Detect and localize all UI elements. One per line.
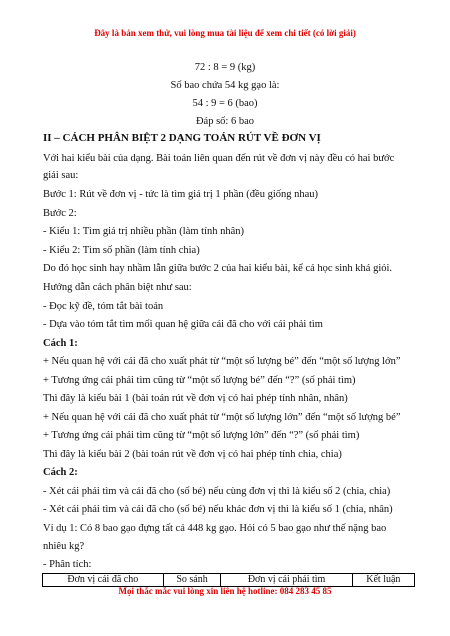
- paragraph: - Kiểu 2: Tìm số phần (làm tính chia): [43, 245, 200, 256]
- paragraph: - Đọc kỹ đề, tóm tắt bài toán: [43, 301, 164, 312]
- calc-line: 54 : 9 = 6 (bao): [192, 98, 258, 109]
- paragraph: - Xét cái phải tìm và cái đã cho (số bé) nếu khác đơn vị thì là kiểu số 1 (chia, nhân): [43, 504, 393, 515]
- analysis-table: [42, 573, 415, 587]
- method-1-heading: Cách 1:: [43, 338, 78, 349]
- table-header-cell: Kết luận: [352, 574, 414, 587]
- method-2-heading: Cách 2:: [43, 467, 78, 478]
- table-header-cell: Đơn vị cái phải tìm: [221, 574, 352, 587]
- paragraph: Ví dụ 1: Có 8 bao gạo đựng tất cả 448 kg gạo. Hỏi có 5 bao gạo như thế nặng bao: [43, 523, 387, 534]
- paragraph: - Kiểu 1: Tìm giá trị nhiều phần (làm tính nhân): [43, 226, 245, 237]
- answer-line: Đáp số: 6 bao: [195, 116, 255, 127]
- paragraph: + Nếu quan hệ với cái đã cho xuất phát từ “một số lượng lớn” đến “một số lượng bé”: [43, 412, 401, 423]
- paragraph: Hướng dẫn cách phân biệt như sau:: [43, 282, 192, 293]
- paragraph: Thì đây là kiểu bài 1 (bài toán rút về đơn vị có hai phép tính nhân, nhân): [43, 393, 348, 404]
- paragraph: - Xét cái phải tìm và cái đã cho (số bé) nếu cùng đơn vị thì là kiểu số 2 (chia, chia): [43, 486, 391, 497]
- paragraph: Với hai kiểu bài của dạng. Bài toán liên quan đến rút về đơn vị này đều có hai bước: [43, 153, 395, 164]
- table-header-row: [43, 574, 415, 587]
- hotline-footer: Mọi thắc mắc vui lòng xin liên hệ hotline: 084 283 45 85: [118, 586, 332, 596]
- table-header-cell: So sánh: [163, 574, 221, 587]
- paragraph: Thì đây là kiểu bài 2 (bài toán rút về đơn vị có hai phép tính chia, chia): [43, 449, 342, 460]
- calc-line: 72 : 8 = 9 (kg): [194, 62, 256, 73]
- paragraph: giải sau:: [43, 170, 79, 181]
- paragraph: + Tương ứng cái phải tìm cũng từ “một số lượng lớn” đến “?” (số phải tìm): [43, 430, 360, 441]
- paragraph: + Nếu quan hệ với cái đã cho xuất phát từ “một số lượng bé” đến “một số lượng lớn”: [43, 356, 401, 367]
- paragraph: Bước 2:: [43, 208, 77, 219]
- preview-banner: Đây là bản xem thử, vui lòng mua tài liệu để xem chi tiết (có lời giải): [94, 28, 356, 38]
- paragraph: nhiêu kg?: [43, 541, 85, 552]
- section-title: II – CÁCH PHÂN BIỆT 2 DẠNG TOÁN RÚT VỀ ĐƠN VỊ: [43, 132, 321, 144]
- paragraph: Bước 1: Rút về đơn vị - tức là tìm giá trị 1 phần (đều giống nhau): [43, 189, 319, 200]
- paragraph: - Dựa vào tóm tắt tìm mối quan hệ giữa cái đã cho với cái phải tìm: [43, 319, 323, 330]
- table-header-cell: Đơn vị cái đã cho: [43, 574, 164, 587]
- paragraph: Do đó học sinh hay nhầm lẫn giữa bước 2 của hai kiểu bài, kể cả học sinh khá giỏi.: [43, 263, 393, 274]
- calc-line: Số bao chứa 54 kg gạo là:: [170, 80, 280, 91]
- paragraph: + Tương ứng cái phải tìm cũng từ “một số lượng bé” đến “?” (số phải tìm): [43, 375, 356, 386]
- paragraph: - Phân tích:: [43, 559, 92, 570]
